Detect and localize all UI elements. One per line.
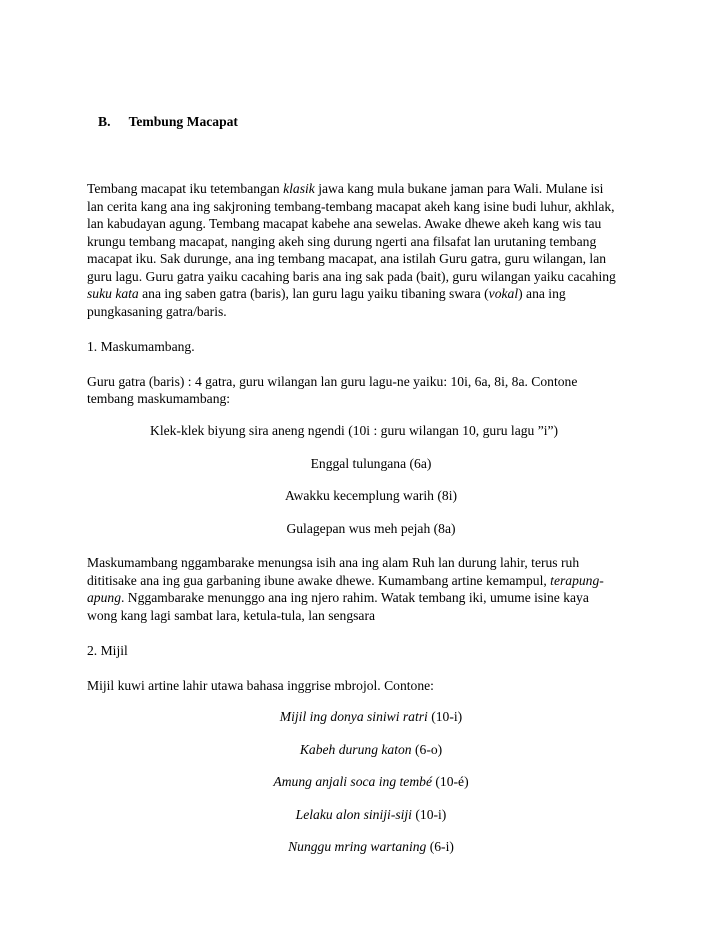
document-body	[87, 180, 655, 871]
verse-rule: (10-i)	[411, 806, 447, 822]
verse-rule: (10-é)	[431, 774, 469, 789]
intro-paragraph	[87, 180, 655, 320]
heading-title: Tembung Macapat	[128, 114, 238, 129]
intro-line: lan kabudayan agung. Tembang macapat kabehe ana sewelas. Awake dhewe akeh kang wis tau	[87, 216, 602, 231]
verse-line	[87, 773, 655, 791]
verse-text: Kabeh durung katon	[299, 741, 412, 757]
intro-line: suku kata ana ing saben gatra (baris), lan guru lagu yaiku tibaning swara (vokal) ana ing	[87, 286, 566, 301]
section2-description: Mijil kuwi artine lahir utawa bahasa inggrise mbrojol. Contone:	[87, 677, 434, 693]
explanation-line: wong kang lagi sambat lara, ketula-tula, lan sengsara	[87, 607, 376, 623]
verse-text: Amung anjali soca ing tembé	[273, 774, 432, 789]
explanation-line: Maskumambang nggambarake menungsa isih ana ing alam Ruh lan durung lahir, terus ruh	[87, 555, 580, 570]
italic-term: terapung-	[550, 572, 604, 588]
intro-line: guru lagu. Guru gatra yaiku cacahing baris ana ing sak pada (bait), guru wilangan yaiku cacahing	[87, 268, 616, 284]
mijil-verses	[87, 708, 655, 856]
verse-line	[87, 708, 655, 726]
maskumambang-verses	[87, 422, 655, 537]
verse-text: Lelaku alon siniji-siji	[295, 806, 412, 822]
section-heading	[98, 114, 238, 130]
section1-description-line: Guru gatra (baris) : 4 gatra, guru wilangan lan guru lagu-ne yaiku: 10i, 6a, 8i, 8a. Contone	[87, 373, 578, 389]
explanation-line: dititisake ana ing gua garbaning ibune awake dhewe. Kumambang artine kemampul, terapung-	[87, 572, 604, 588]
explanation-line: apung. Nggambarake menunggo ana ing njero rahim. Watak tembang iki, umume isine kaya	[87, 590, 589, 605]
section2-title: 2. Mijil	[87, 642, 128, 658]
verse-line	[87, 838, 655, 856]
intro-line: Tembang macapat iku tetembangan klasik jawa kang mula bukane jaman para Wali. Mulane isi	[87, 181, 604, 196]
verse-text: Nunggu mring wartaning	[288, 839, 427, 854]
section1-explanation	[87, 554, 655, 624]
italic-term: klasik	[283, 181, 315, 196]
italic-term: vokal	[488, 286, 519, 301]
verse-line	[87, 806, 655, 824]
verse-line: Gulagepan wus meh pejah (8a)	[286, 520, 456, 536]
section1-description-line: tembang maskumambang:	[87, 391, 231, 406]
verse-rule: (10-i)	[427, 709, 463, 724]
verse-line: Enggal tulungana (6a)	[310, 455, 432, 471]
intro-line: krungu tembang macapat, nanging akeh sing durung ngerti ana filsafat lan urutaning tembang	[87, 233, 597, 249]
verse-line: Awakku kecemplung warih (8i)	[284, 488, 458, 503]
italic-term: suku kata	[87, 286, 139, 301]
verse-line: Klek-klek biyung sira aneng ngendi (10i : guru wilangan 10, guru lagu ”i”)	[150, 423, 559, 438]
intro-line: pungkasaning gatra/baris.	[87, 303, 227, 319]
intro-line: macapat iku. Sak durunge, ana ing tembang macapat, ana istilah Guru gatra, guru wilangan, lan	[87, 251, 607, 266]
section1-title: 1. Maskumambang.	[87, 338, 195, 354]
verse-text: Mijil ing donya siniwi ratri	[279, 709, 428, 724]
italic-term: apung	[87, 590, 121, 605]
section1-description	[87, 373, 655, 408]
verse-rule: (6-i)	[426, 839, 454, 854]
verse-rule: (6-o)	[411, 741, 443, 757]
verse-line	[87, 741, 655, 759]
intro-line: lan cerita kang ana ing sakjroning tembang-tembang macapat akeh kang isine budi luhur, akhlak,	[87, 198, 615, 214]
heading-number: B.	[98, 114, 111, 129]
